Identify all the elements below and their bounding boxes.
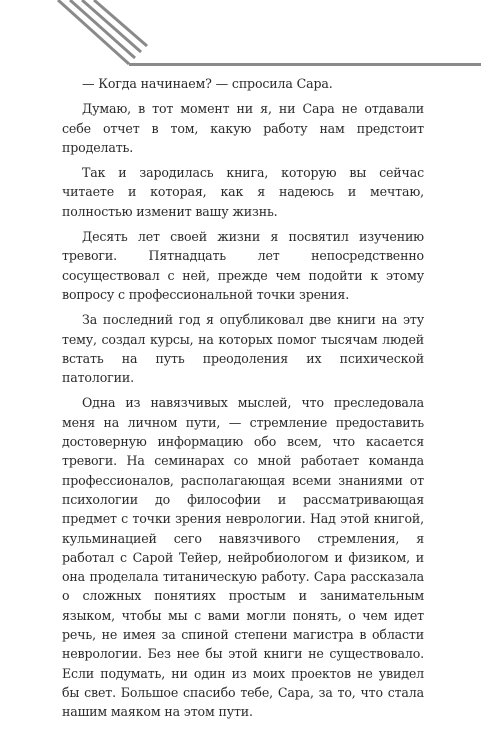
paragraph-6: Одна из навязчивых мыслей, что преследовала меня на личном пути, — стремление предоставить достоверную информацию обо всем, что касается тревоги. На семинарах со мной работает команда профессионалов, располагающая всеми знаниями от психологии до философии и рассматривающая предмет с точки зрения неврологии. Над этой книгой, кульминацией сего навязчивого стремления, я работал с Сарой Тейер, нейробиологом и физиком, и она проделала титаническую работу. Сара рассказала о сложных понятиях простым и занимательным языком, чтобы мы с вами могли понять, о чем идет речь, не имея за спиной степени магистра в области неврологии. Без нее бы этой книги не существовало. Если подумать, ни один из моих проектов не увидел бы свет. Большое спасибо тебе, Сара, за то, что стала нашим маяком на этом пути.	[62, 395, 424, 720]
corner-decoration	[0, 0, 481, 80]
paragraph-4: Десять лет своей жизни я посвятил изучению тревоги. Пятнадцать лет непосредственно сосуществовал с ней, прежде чем подойти к этому вопросу с профессиональной точки зрения.	[62, 229, 424, 302]
paragraph-5: За последний год я опубликовал две книги на эту тему, создал курсы, на которых помог тысячам людей встать на путь преодоления их психической патологии.	[62, 312, 424, 386]
paragraph-3: Так и зародилась книга, которую вы сейчас читаете и которая, как я надеюсь и мечтаю, полностью изменит вашу жизнь.	[62, 165, 424, 219]
paragraph-2: Думаю, в тот момент ни я, ни Сара не отдавали себе отчет в том, какую работу нам предстоит проделать.	[62, 101, 424, 155]
paragraph-1: — Когда начинаем? — спросила Сара.	[82, 76, 333, 91]
body-text	[62, 74, 424, 728]
diagonal-stripes	[58, 0, 147, 64]
stripe-3	[82, 0, 141, 52]
